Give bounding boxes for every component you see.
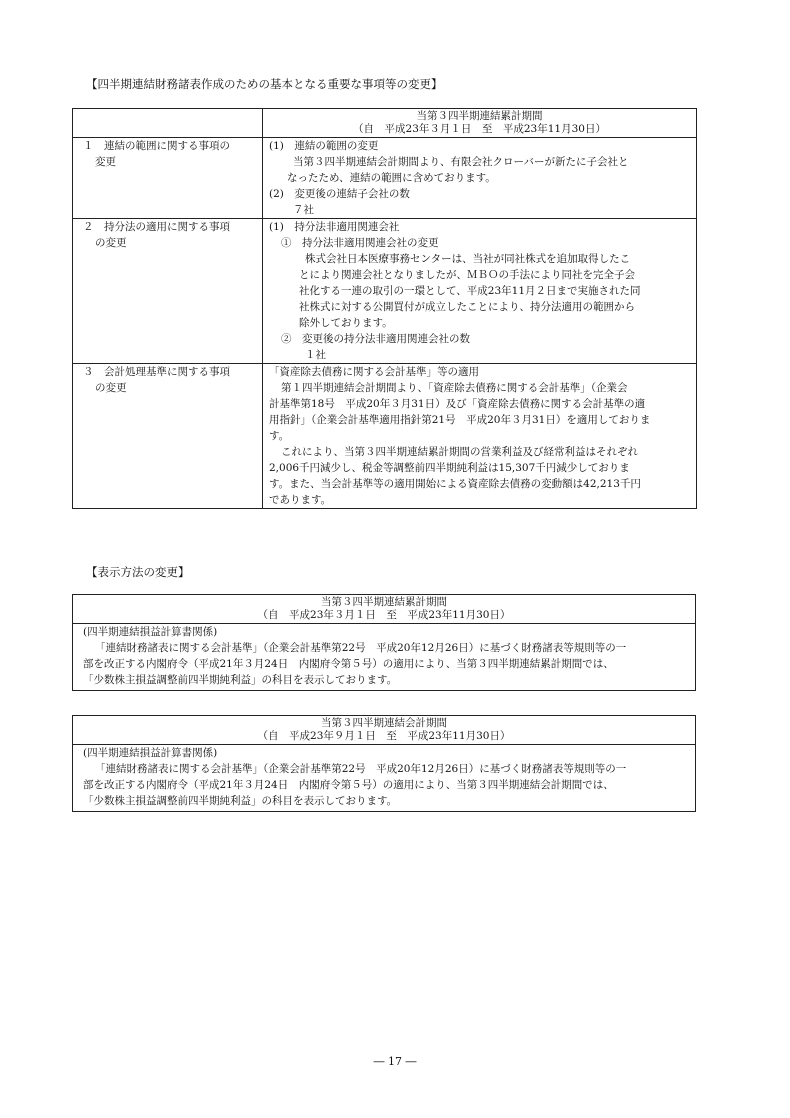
row-label-line: ３ 会計処理基準に関する事項 (83, 366, 230, 378)
section-heading-presentation-changes: 【表示方法の変更】 (86, 565, 190, 579)
content-line: 部を改正する内閣府令（平成21年３月24日 内閣府令第５号）の適用により、当第３四半期連結累計期間では、 (83, 658, 614, 670)
row-label-line: の変更 (95, 382, 127, 394)
content-line: １社 (305, 349, 326, 361)
content-line: ② 変更後の持分法非適用関連会社の数 (281, 333, 470, 345)
page-number: ― 17 ― (373, 1055, 417, 1068)
row-content (263, 364, 697, 509)
row-content (73, 624, 696, 691)
header-period: 当第３四半期連結累計期間 (321, 596, 447, 608)
table-header-row (73, 595, 696, 624)
row-label-line: の変更 (95, 237, 127, 249)
content-line: 第１四半期連結会計期間より、「資産除去債務に関する会計基準」（企業会 (281, 382, 628, 394)
content-line: 部を改正する内閣府令（平成21年３月24日 内閣府令第５号）の適用により、当第３四半期連結会計期間では、 (83, 779, 614, 791)
content-line: (四半期連結損益計算書関係) (83, 747, 218, 759)
content-line: 「連結財務諸表に関する会計基準」（企業会計基準第22号 平成20年12月26日）に基づく財務諸表等規則等の一 (95, 642, 627, 654)
row-label-line: 変更 (95, 156, 116, 168)
content-line: 「資産除去債務に関する会計基準」等の適用 (269, 366, 479, 378)
basis-changes-table (72, 108, 697, 509)
content-line: (1) 連結の範囲の変更 (269, 140, 379, 152)
header-empty-cell (73, 109, 263, 138)
presentation-changes-table-cumulative (72, 594, 696, 691)
row-label-accounting-standards (73, 364, 263, 509)
content-line: (1) 持分法非適用関連会社 (269, 221, 400, 233)
row-label-consolidation-scope (73, 138, 263, 219)
content-line: なったため、連結の範囲に含めております。 (287, 172, 496, 184)
row-label-equity-method (73, 219, 263, 364)
table-row (73, 219, 697, 364)
row-content (263, 138, 697, 219)
row-label-line: １ 連結の範囲に関する事項の (83, 140, 230, 152)
content-line: 2,006千円減少し、税金等調整前四半期純利益は15,307千円減少しておりま (269, 462, 630, 474)
content-line: 当第３四半期連結会計期間より、有限会社クローバーが新たに子会社と (293, 156, 629, 168)
content-line: 用指針」（企業会計基準適用指針第21号 平成20年３月31日）を適用しておりま (269, 414, 651, 426)
header-period-cell (73, 595, 696, 624)
content-line: す。 (269, 430, 290, 442)
content-line: これにより、当第３四半期連結累計期間の営業利益及び経常利益はそれぞれ (281, 446, 638, 458)
content-line: とにより関連会社となりましたが、ＭＢＯの手法により同社を完全子会 (299, 269, 635, 281)
header-period-cell (263, 109, 697, 138)
content-line: 株式会社日本医療事務センターは、当社が同社株式を追加取得したこ (305, 253, 631, 265)
content-line: (四半期連結損益計算書関係) (83, 626, 218, 638)
table-row (73, 624, 696, 691)
content-line: ① 持分法非適用関連会社の変更 (281, 237, 439, 249)
table-header-row (73, 716, 696, 745)
content-line: ７社 (293, 204, 314, 216)
header-period: 当第３四半期連結累計期間 (416, 110, 543, 122)
content-line: (2) 変更後の連結子会社の数 (269, 188, 410, 200)
content-line: 社株式に対する公開買付が成立したことにより、持分法適用の範囲から (299, 301, 635, 313)
header-dates: （自 平成23年９月１日 至 平成23年11月30日） (257, 730, 511, 742)
header-period: 当第３四半期連結会計期間 (321, 717, 447, 729)
header-dates: （自 平成23年３月１日 至 平成23年11月30日） (257, 609, 511, 621)
table-row (73, 364, 697, 509)
content-line: 計基準第18号 平成20年３月31日）及び「資産除去債務に関する会計基準の適 (269, 398, 646, 410)
content-line: 社化する一連の取引の一環として、平成23年11月２日まで実施された同 (299, 285, 641, 297)
table-row (73, 138, 697, 219)
row-content (73, 745, 696, 812)
section-heading-basis-changes: 【四半期連結財務諸表作成のための基本となる重要な事項等の変更】 (86, 77, 443, 91)
content-line: 「少数株主損益調整前四半期純利益」の科目を表示しております。 (83, 795, 398, 807)
content-line: す。また、当会計基準等の適用開始による資産除去債務の変動額は42,213千円 (269, 478, 641, 490)
table-header-row (73, 109, 697, 138)
header-period-cell (73, 716, 696, 745)
content-line: 「連結財務諸表に関する会計基準」（企業会計基準第22号 平成20年12月26日）に基づく財務諸表等規則等の一 (95, 763, 627, 775)
row-label-line: ２ 持分法の適用に関する事項 (83, 221, 230, 233)
row-content (263, 219, 697, 364)
header-dates: （自 平成23年３月１日 至 平成23年11月30日） (353, 123, 606, 135)
content-line: 除外しております。 (299, 317, 393, 329)
content-line: であります。 (269, 494, 332, 506)
presentation-changes-table-quarter (72, 715, 696, 812)
content-line: 「少数株主損益調整前四半期純利益」の科目を表示しております。 (83, 674, 398, 686)
table-row (73, 745, 696, 812)
